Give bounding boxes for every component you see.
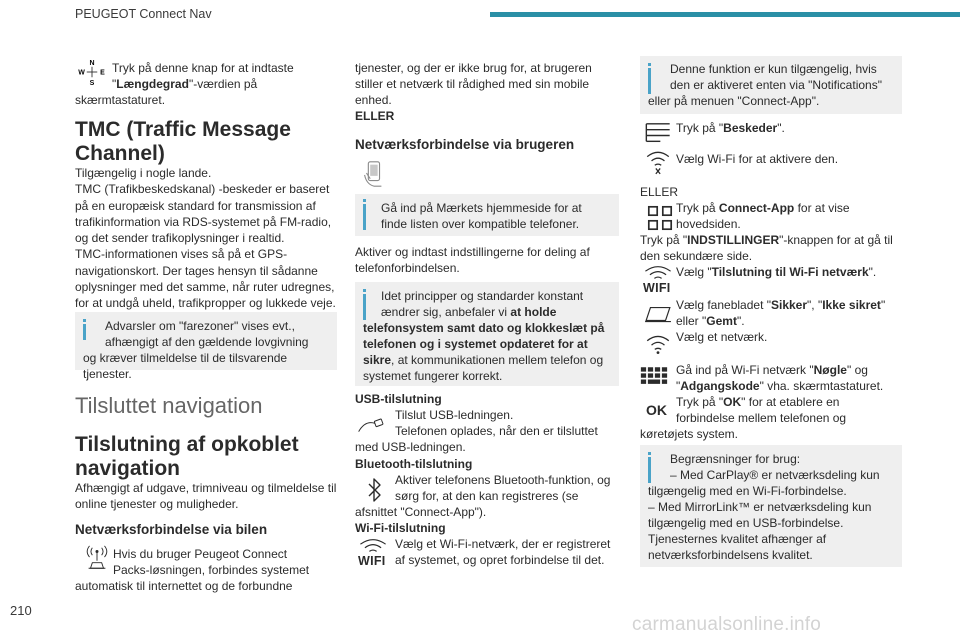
- key-text: [676, 362, 868, 378]
- tmc-title-2: Channel): [75, 142, 165, 165]
- wifi-line: af systemet, og opret forbindelse til det.: [395, 553, 605, 567]
- note-line: finde listen over kompatible telefoner.: [381, 217, 580, 231]
- usb-line: Tilslut USB-ledningen.: [395, 408, 514, 422]
- tabs-icon: [644, 300, 670, 320]
- wifi-on-text: Vælg Wi-Fi for at aktivere den.: [676, 152, 839, 166]
- connect-title-1: Tilslutning af opkoblet: [75, 433, 299, 456]
- wifi-off-icon-svg: [644, 148, 672, 176]
- tmc-line: trafikinformation via RDS-systemet på FM-radio,: [75, 214, 332, 229]
- tmc-line: på en europæisk standard for transmission af: [75, 198, 316, 213]
- ok-text-3: køretøjets system.: [640, 427, 739, 441]
- settings-a: Tryk på ": [640, 233, 688, 247]
- note-text: , at kommunikationen mellem telefon og: [391, 353, 604, 367]
- eller-label: ELLER: [640, 185, 679, 199]
- note-bold: sikre: [363, 353, 392, 367]
- settings-text-2: den sekundære side.: [640, 249, 753, 263]
- footer-watermark[interactable]: carmanualsonline.info: [632, 614, 822, 635]
- note-line: eller på menuen "Connect-App".: [648, 94, 820, 108]
- cont-line: tjenester, og der er ikke brug for, at brugeren: [355, 61, 592, 75]
- page-header-title: PEUGEOT Connect Nav: [75, 7, 212, 21]
- activate-line: Aktiver og indtast indstillingerne for deling af: [355, 245, 590, 259]
- key-a: Gå ind på Wi-Fi netværk ": [676, 363, 814, 377]
- compass-e: E: [100, 69, 105, 77]
- note-line: Idet principper og standarder konstant: [381, 289, 584, 303]
- tmc-line: TMC (Trafikbeskedskanal) -beskeder er baseret: [75, 182, 330, 197]
- note-line: Begrænsninger for brug:: [670, 452, 801, 466]
- bluetooth-icon-svg: [361, 476, 389, 504]
- note-line: Denne funktion er kun tilgængelig, hvis: [670, 62, 877, 76]
- cont-line: enhed.: [355, 93, 392, 107]
- tabs-text: [676, 297, 885, 313]
- bluetooth-icon: [361, 476, 381, 504]
- key-text-2: [676, 378, 883, 394]
- tabs-key3: Gemt: [706, 314, 737, 328]
- connect-line: online tjenester og muligheder.: [75, 497, 239, 511]
- wifi-net-text: [676, 264, 876, 280]
- ok-key: OK: [723, 395, 742, 409]
- ok-a: Tryk på ": [676, 395, 724, 409]
- note-text: ændrer sig, anbefaler vi: [381, 305, 511, 319]
- msg-a: Tryk på ": [676, 121, 724, 135]
- cont-line: stiller et netværk til rådighed med sin mobile: [355, 77, 590, 91]
- msg-c: ".: [777, 121, 785, 135]
- tabs-c: ", ": [807, 298, 823, 312]
- note-keep-updated: [355, 282, 619, 386]
- ok-c: " for at etablere en: [741, 395, 840, 409]
- compass-s: S: [89, 80, 95, 86]
- usb-line: Telefonen oplades, når den er tilsluttet: [395, 424, 598, 438]
- tmc-line: navigationskort. Der tages hensyn til sådanne: [75, 263, 318, 278]
- tabs-icon-svg: [644, 300, 672, 328]
- note-line: telefonen og i systemet opdateret for at: [363, 337, 588, 351]
- note-line: – Med MirrorLink™ er netværksdeling kun: [648, 500, 872, 514]
- compass-n: N: [89, 60, 95, 67]
- key-key2: Adgangskode: [680, 379, 760, 393]
- compass-w: W: [78, 69, 85, 77]
- tmc-title-1: TMC (Traffic Message: [75, 118, 291, 141]
- note-line: – Med CarPlay® er netværksdeling kun: [670, 468, 880, 482]
- eller-label: ELLER: [355, 109, 395, 123]
- usb-line: med USB-ledningen.: [355, 440, 466, 454]
- tmc-line: for at undgå uheld, trafikpropper og lukkede veje.: [75, 296, 336, 311]
- lon-text-3: skærmtastaturet.: [75, 93, 166, 107]
- ok-icon: OK: [646, 402, 667, 418]
- info-bar-icon: [363, 204, 366, 230]
- usb-title: USB-tilslutning: [355, 392, 442, 406]
- note-bold: at holde: [510, 305, 557, 319]
- info-bar-icon: [83, 324, 86, 340]
- info-bar-icon: [648, 457, 651, 483]
- settings-key: INDSTILLINGER: [687, 233, 780, 247]
- lon-key: Længdegrad: [116, 77, 189, 91]
- key-c: " og: [846, 363, 868, 377]
- wifi-net-a: Vælg ": [676, 265, 712, 279]
- connected-car-icon: [83, 544, 109, 574]
- note-line: og kræver tilmeldelse til de tilsvarende tjenester.: [83, 351, 288, 382]
- keyboard-icon-svg: [640, 362, 668, 390]
- tabs-l2-c: ".: [736, 314, 745, 328]
- app-text: [676, 200, 850, 216]
- note-hazard-zones: [75, 312, 337, 382]
- note-line: telefonsystem samt dato og klokkeslæt på: [363, 321, 605, 335]
- bt-line: afsnittet "Connect-App").: [355, 505, 487, 519]
- bt-title: Bluetooth-tilslutning: [355, 457, 473, 471]
- page-number: 210: [10, 603, 32, 618]
- lon-text-2: [112, 76, 257, 92]
- select-net-text: Vælg et netværk.: [676, 330, 768, 344]
- note-compatible-phones: [355, 194, 619, 236]
- tabs-e: ": [880, 298, 886, 312]
- usb-cable-icon: [357, 411, 391, 431]
- note-line: afhængigt af den gældende lovgivning: [105, 335, 309, 349]
- note-notifications: [640, 56, 902, 114]
- note-line: [363, 352, 603, 368]
- ok-text: [676, 394, 839, 410]
- settings-text: [640, 232, 893, 248]
- bt-line: Aktiver telefonens Bluetooth-funktion, og: [395, 473, 611, 487]
- app-key: Connect-App: [718, 201, 795, 215]
- wifi-net-c: ".: [868, 265, 877, 279]
- note-line: Advarsler om "farezoner" vises evt.,: [105, 319, 295, 333]
- note-limitations: [640, 445, 902, 567]
- tmc-body: [75, 165, 345, 312]
- grid-icon-svg: [646, 204, 674, 232]
- tmc-line: og det sender trafikoplysninger i realtid.: [75, 231, 285, 246]
- wifi-net-key: Tilslutning til Wi-Fi netværk: [711, 265, 869, 279]
- connect-line: Afhængigt af udgave, trimniveau og tilmeldelse til: [75, 481, 337, 495]
- messages-icon: [644, 118, 668, 142]
- car-line: automatisk til internettet og de forbundne: [75, 579, 293, 593]
- car-line: Hvis du bruger Peugeot Connect: [113, 547, 288, 561]
- lon-q1: ": [112, 77, 117, 91]
- keyboard-icon: [640, 362, 672, 386]
- key-l2-a: ": [676, 379, 681, 393]
- wifi-title: Wi-Fi-tilslutning: [355, 521, 446, 535]
- compass-icon: [78, 58, 108, 90]
- grid-icon: [646, 204, 666, 224]
- app-c: for at vise: [794, 201, 850, 215]
- note-line: systemet fungerer korrekt.: [363, 369, 503, 383]
- tabs-text-2: [676, 313, 745, 329]
- messages-text: [676, 120, 785, 136]
- wifi-icon: [640, 264, 676, 296]
- tmc-line: TMC-informationen vises så på et GPS-: [75, 247, 288, 262]
- bt-line: sørg for, at den kan registreres (se: [395, 489, 579, 503]
- note-line: tilgængelig med en Wi-Fi-forbindelse.: [648, 484, 847, 498]
- tabs-l2-a: eller ": [676, 314, 707, 328]
- lon-rest: "-værdien på: [188, 77, 258, 91]
- key-key: Nøgle: [813, 363, 847, 377]
- note-line: [381, 304, 556, 320]
- wifi-icon: [355, 537, 391, 569]
- wifi-off-icon: [644, 148, 670, 174]
- note-line: den er aktiveret enten via "Notifications": [670, 78, 882, 92]
- usb-cable-icon-svg: [357, 411, 385, 439]
- user-title: Netværksforbindelse via brugeren: [355, 137, 575, 152]
- note-line: Gå ind på Mærkets hjemmeside for at: [381, 201, 582, 215]
- wifi-line: Vælg et Wi-Fi-netværk, der er registreret: [395, 537, 611, 551]
- app-text-2: hovedsiden.: [676, 217, 741, 231]
- tmc-line: Tilgængelig i nogle lande.: [75, 166, 212, 180]
- note-line: netværksforbindelsens kvalitet.: [648, 548, 813, 562]
- phone-hand-icon: [359, 160, 385, 190]
- page-header-bar: [490, 12, 960, 17]
- info-bar-icon: [648, 68, 651, 94]
- wifi-icon-label: WIFI: [643, 281, 671, 295]
- section-title: Tilsluttet navigation: [75, 393, 263, 418]
- settings-c: "-knappen for at gå til: [779, 233, 893, 247]
- connect-title-2: navigation: [75, 457, 181, 480]
- lon-text-1: Tryk på denne knap for at indtaste: [112, 61, 294, 75]
- compass-icon-svg: [78, 58, 106, 86]
- tabs-a: Vælg fanebladet ": [676, 298, 771, 312]
- activate-line: telefonforbindelsen.: [355, 261, 460, 275]
- wifi-signal-icon-svg: [644, 330, 672, 358]
- note-line: Tjenesternes kvalitet afhænger af: [648, 532, 827, 546]
- tabs-key1: Sikker: [771, 298, 808, 312]
- connected-car-icon-svg: [83, 544, 111, 572]
- wifi-signal-icon: [644, 330, 670, 352]
- car-title: Netværksforbindelse via bilen: [75, 522, 268, 537]
- phone-hand-icon-svg: [359, 160, 387, 188]
- messages-icon-svg: [644, 118, 672, 146]
- note-line: tilgængelig med en USB-forbindelse.: [648, 516, 844, 530]
- app-a: Tryk på: [676, 201, 719, 215]
- car-line: Packs-løsningen, forbindes systemet: [113, 563, 310, 577]
- ok-text-2: forbindelse mellem telefonen og: [676, 411, 847, 425]
- msg-key: Beskeder: [723, 121, 778, 135]
- tmc-line: oplysninger med det samme, når ruter udregnes,: [75, 280, 335, 295]
- tabs-key2: Ikke sikret: [822, 298, 881, 312]
- wifi-icon-label: WIFI: [358, 554, 386, 568]
- key-l2-c: " vha. skærmtastaturet.: [759, 379, 884, 393]
- info-bar-icon: [363, 294, 366, 320]
